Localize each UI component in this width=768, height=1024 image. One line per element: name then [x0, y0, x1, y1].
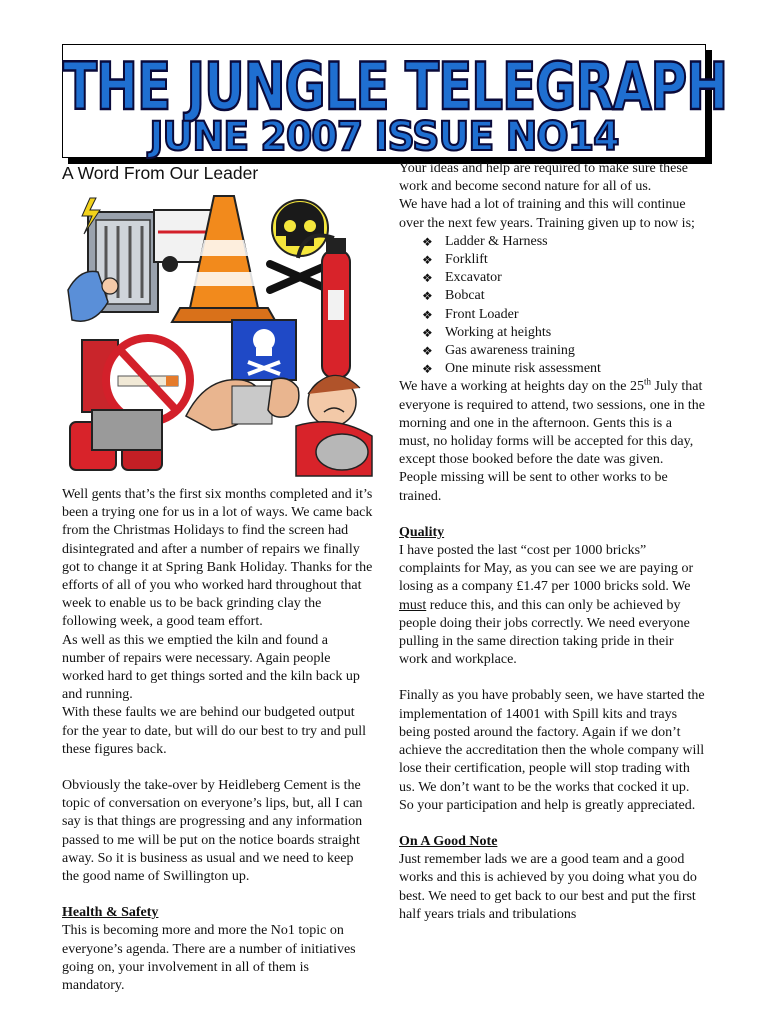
- list-item: ❖ Excavator: [422, 269, 705, 287]
- quality-must: must: [399, 597, 427, 613]
- missing-para: People missing will be sent to other works to be trained.: [399, 470, 668, 504]
- masthead: [62, 44, 728, 160]
- list-item: ❖ One minute risk assessment: [422, 360, 705, 378]
- right-column: [399, 160, 705, 924]
- left-column: [62, 160, 374, 995]
- good-note-heading: On A Good Note: [399, 833, 498, 849]
- masthead-title: THE JUNGLE TELEGRAPH: [63, 49, 728, 125]
- working-heights-a: We have a working at heights day on the 25: [399, 379, 644, 395]
- training-list: [399, 233, 705, 379]
- quality-para: [399, 542, 705, 669]
- poison-sign-icon: [232, 320, 296, 380]
- leader-heading: A Word From Our Leader: [62, 163, 259, 183]
- list-item: ❖ Front Loader: [422, 306, 705, 324]
- list-item: ❖ Forklift: [422, 251, 705, 269]
- quality-a: I have posted the last “cost per 1000 bricks” complaints for May, as you can see we are paying or losing as a company £1.47 per 1000 bricks sold. We: [399, 543, 694, 595]
- list-item: ❖ Ladder & Harness: [422, 233, 705, 251]
- electrical-panel-icon: [68, 198, 158, 321]
- finally-para: Finally as you have probably seen, we have started the implementation of 14001 with Spill kits and trays being posted around the factory. Again if we don’t achieve the accreditation then the whole company will lose their certification, people will stop trading with us. We don’t want to be the works that cocked it up. So your participation and help is greatly appreciated.: [399, 688, 705, 813]
- leader-para-4: Obviously the take-over by Heidleberg Cement is the topic of conversation on everyone’s lips, but, all I can say is that things are progressing and any information passed to me will be put on the notice boards straight away. So it is business as usual and we need to keep the good name of Swillington up.: [62, 778, 363, 885]
- list-item: ❖ Bobcat: [422, 287, 705, 305]
- person-burn-icon: [296, 375, 372, 476]
- list-item: ❖ Working at heights: [422, 324, 705, 342]
- date-suffix: th: [643, 376, 651, 387]
- quality-b: reduce this, and this can only be achieved by people doing their jobs correctly. We need everyone pulling in the same direction taking pride in their work and workplace.: [399, 597, 690, 668]
- health-safety-para: This is becoming more and more the No1 topic on everyone’s agenda. There are a number of initiatives going on, your involvement in all of them is mandatory.: [62, 923, 356, 994]
- fire-extinguisher-icon: [298, 236, 350, 379]
- good-note-para: Just remember lads we are a good team and a good works and this is achieved by you doing what you do best. We need to get back to our best and put the first half years trials and tribulations: [399, 852, 697, 922]
- ideas-para: Your ideas and help are required to make sure these work and become second nature for all of us.: [399, 161, 688, 195]
- hands-dust-icon: [186, 378, 299, 430]
- leader-para-2: As well as this we emptied the kiln and found a number of repairs were necessary. Again people worked hard to get things sorted and the kiln back up and running.: [62, 632, 360, 703]
- safety-clipart: [62, 190, 374, 482]
- gas-can-icon: [70, 410, 162, 470]
- working-heights-para: [399, 378, 705, 469]
- masthead-issue: JUNE 2007 ISSUE NO14: [149, 113, 619, 160]
- leader-para-3: With these faults we are behind our budgeted output for the year to date, but will do our best to try and pull these figures back.: [62, 705, 367, 757]
- list-item: ❖ Gas awareness training: [422, 342, 705, 360]
- health-safety-heading: Health & Safety: [62, 905, 159, 921]
- quality-heading: Quality: [399, 524, 445, 540]
- leader-para-1: Well gents that’s the first six months completed and it’s been a trying one for us in a lot of ways. We came back from the Christmas Holidays to find the screen had disintegrated and after a number of repairs we finally got to change it at Spring Bank Holiday. Thanks for the efforts of all of you who worked hard throughout that week to enable us to be back grinding clay the following week, a good team effort.: [62, 487, 373, 630]
- training-para: We have had a lot of training and this will continue over the next few years. Training given up to now is;: [399, 197, 695, 231]
- working-heights-b: July that everyone is required to attend, two sessions, one in the morning and one in the afternoon. Gents this is a must, no holiday forms will be accepted for this day, except those booked before the date was given.: [399, 379, 705, 468]
